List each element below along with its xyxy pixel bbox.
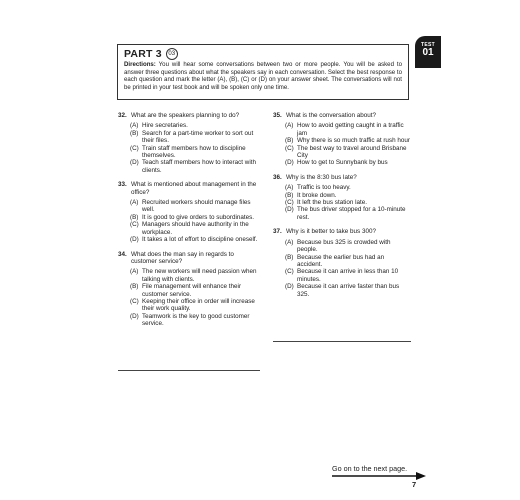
answer-option	[130, 298, 261, 313]
answer-option	[130, 283, 261, 298]
option-letter: (A)	[285, 122, 294, 130]
question-36	[273, 174, 411, 221]
option-text: Because the earlier bus had an accident.	[297, 253, 385, 268]
question-stem	[118, 181, 261, 196]
answer-option	[130, 268, 261, 283]
option-text: Because bus 325 is crowded with people.	[297, 238, 391, 254]
option-letter: (B)	[130, 213, 139, 221]
option-text: The new workers will need passion when talking with clients.	[142, 268, 257, 283]
go-on-next-page-text: Go on to the next page.	[332, 464, 408, 473]
option-letter: (D)	[285, 159, 294, 167]
option-letter: (A)	[285, 238, 294, 246]
option-letter: (A)	[130, 199, 139, 207]
option-text: The bus driver stopped for a 10-minute rest.	[297, 206, 406, 221]
answer-option	[285, 192, 411, 199]
answer-option	[285, 283, 411, 298]
option-text: It takes a lot of effort to discipline oneself.	[142, 236, 258, 244]
option-letter: (A)	[130, 268, 139, 276]
answer-option	[130, 221, 261, 236]
option-text: Recruited workers should manage files well.	[142, 199, 251, 214]
answer-options	[130, 268, 261, 327]
question-stem	[273, 228, 411, 235]
option-letter: (C)	[285, 268, 294, 276]
option-text: Train staff members how to discipline themselves.	[142, 144, 246, 160]
option-text: Teach staff members how to interact with clients.	[142, 159, 256, 174]
question-32	[118, 112, 261, 174]
option-letter: (A)	[130, 122, 139, 130]
question-text: What is the conversation about?	[286, 112, 376, 119]
answer-option	[285, 239, 411, 254]
option-letter: (C)	[285, 199, 294, 207]
answer-option	[130, 236, 261, 243]
option-text: Hire secretaries.	[142, 122, 188, 130]
page-number: 7	[412, 480, 417, 489]
option-letter: (C)	[285, 144, 294, 152]
option-text: Traffic is too heavy.	[297, 184, 351, 192]
option-letter: (D)	[130, 236, 139, 244]
answer-option	[130, 130, 261, 145]
question-stem	[118, 112, 261, 119]
questions-right-column	[273, 112, 411, 305]
answer-options	[130, 122, 261, 174]
answer-option	[285, 159, 411, 166]
question-number: 34.	[118, 250, 127, 258]
question-number: 33.	[118, 181, 127, 189]
answer-option	[285, 206, 411, 221]
option-text: How to get to Sunnybank by bus	[297, 159, 388, 167]
question-text: Why is it better to take bus 300?	[286, 228, 376, 236]
answer-option	[285, 137, 411, 144]
answer-option	[130, 313, 261, 328]
test-tab-number: 01	[422, 47, 434, 58]
answer-option	[285, 268, 411, 283]
option-letter: (B)	[130, 283, 139, 291]
question-text: Why is the 8:30 bus late?	[286, 173, 357, 181]
option-letter: (D)	[130, 312, 139, 320]
option-letter: (D)	[285, 206, 294, 214]
answer-options	[285, 239, 411, 298]
option-text: It left the bus station late.	[297, 199, 368, 207]
column-end-divider-left	[118, 370, 260, 371]
right-arrow-icon	[332, 472, 426, 480]
questions-left-column	[118, 112, 261, 335]
answer-option	[285, 184, 411, 191]
question-text: What does the man say in regards to customer service?	[131, 250, 234, 265]
option-text: Managers should have authority in the workplace.	[142, 221, 249, 236]
answer-option	[130, 145, 261, 160]
question-35	[273, 112, 411, 167]
column-end-divider-right	[273, 341, 411, 342]
option-letter: (D)	[285, 283, 294, 291]
option-letter: (B)	[285, 137, 294, 145]
option-text: How to avoid getting caught in a traffic jam	[297, 122, 404, 137]
option-text: It broke down.	[297, 191, 337, 199]
question-33	[118, 181, 261, 243]
answer-option	[130, 214, 261, 221]
option-text: The best way to travel around Brisbane City	[297, 144, 407, 160]
option-text: Because it can arrive faster than bus 325.	[297, 283, 400, 298]
option-letter: (D)	[130, 159, 139, 167]
answer-option	[285, 145, 411, 160]
question-number: 35.	[273, 112, 282, 119]
test-tab-label: TEST	[421, 42, 435, 48]
question-stem	[273, 112, 411, 119]
directions-box	[117, 44, 409, 100]
answer-options	[285, 184, 411, 221]
option-text: Why there is so much traffic at rush hour	[297, 137, 410, 145]
directions-text	[124, 61, 402, 91]
option-letter: (C)	[130, 297, 139, 305]
answer-options	[130, 199, 261, 243]
option-text: It is good to give orders to subordinates.	[142, 213, 255, 221]
part-heading	[124, 48, 402, 60]
option-text: File management will enhance their customer service.	[142, 283, 242, 298]
question-number: 32.	[118, 112, 127, 119]
answer-option	[285, 254, 411, 269]
question-34	[118, 251, 261, 328]
question-number: 36.	[273, 173, 282, 181]
option-text: Keeping their office in order will increase their work quality.	[142, 297, 255, 313]
option-text: Teamwork is the key to good customer service.	[142, 312, 250, 328]
option-letter: (C)	[130, 144, 139, 152]
answer-option	[285, 122, 411, 137]
answer-option	[130, 199, 261, 214]
option-letter: (B)	[285, 191, 294, 199]
question-text: What are the speakers planning to do?	[131, 112, 240, 119]
option-letter: (B)	[285, 253, 294, 261]
answer-option	[285, 199, 411, 206]
option-text: Because it can arrive in less than 10 minutes.	[297, 268, 399, 283]
question-number: 37.	[273, 228, 282, 236]
part-title: PART 3	[124, 48, 162, 60]
directions-body: You will hear some conversations between two or more people. You will be asked to answer three questions about what the speakers say in each conversation. Select the best response to each question and mark the letter (A), (B), (C) or (D) on your answer sheet. The conversations will not be printed in your test book and will be spoken only one time.	[124, 61, 402, 91]
answer-options	[285, 122, 411, 166]
question-stem	[273, 174, 411, 181]
question-37	[273, 228, 411, 298]
test-tab	[415, 36, 441, 68]
audio-track-badge: 03	[166, 48, 178, 60]
option-text: Search for a part-time worker to sort out their files.	[142, 129, 254, 145]
option-letter: (A)	[285, 184, 294, 192]
answer-option	[130, 122, 261, 129]
option-letter: (C)	[130, 221, 139, 229]
answer-option	[130, 159, 261, 174]
directions-label: Directions:	[124, 61, 156, 68]
question-stem	[118, 251, 261, 266]
option-letter: (B)	[130, 129, 139, 137]
question-text: What is mentioned about management in the office?	[131, 181, 257, 196]
